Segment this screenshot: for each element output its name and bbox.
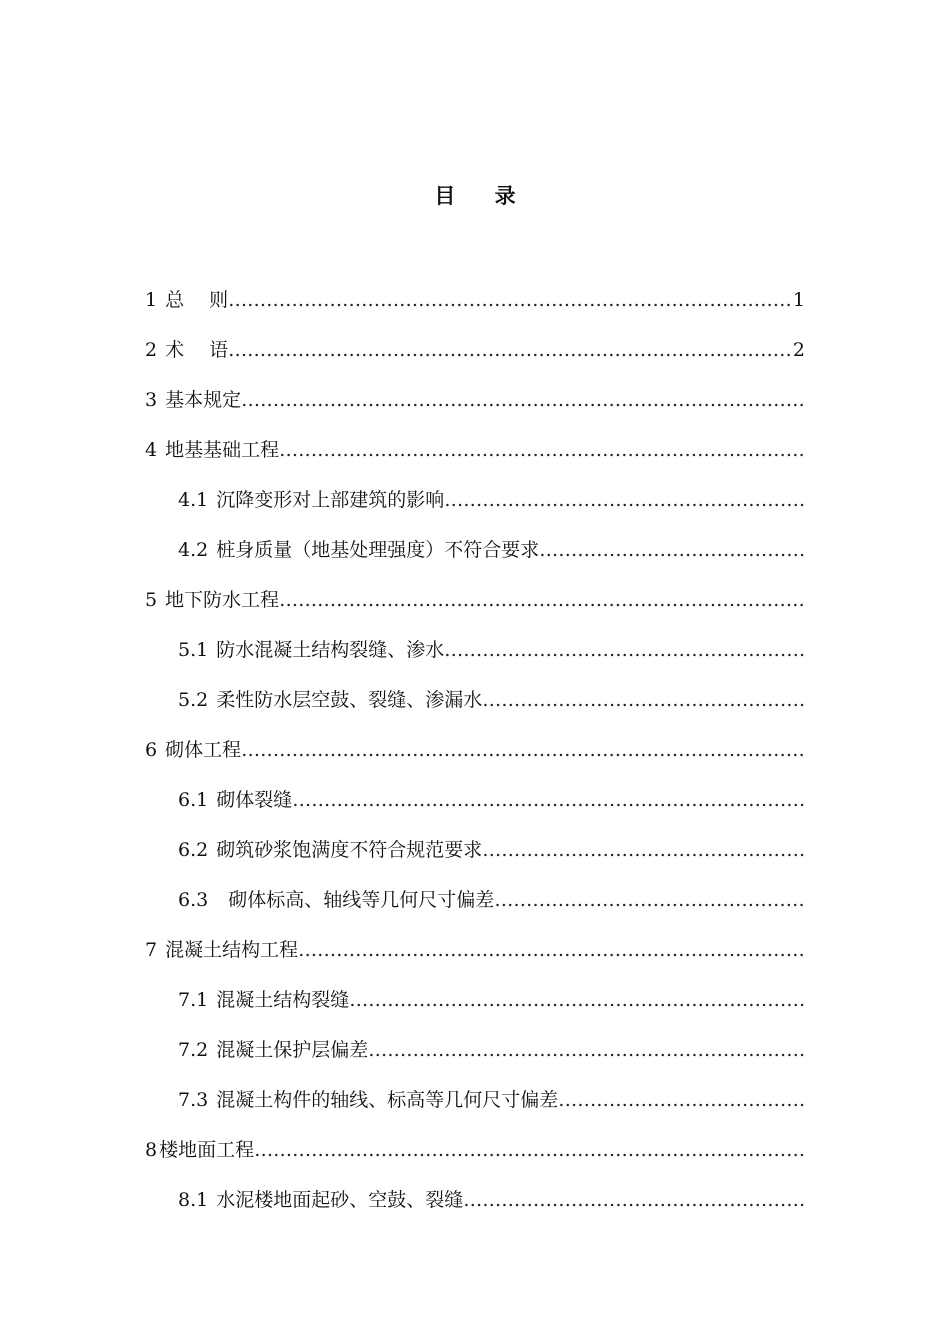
- toc-entry-text: 水泥楼地面起砂、空鼓、裂缝: [216, 1189, 464, 1211]
- toc-entry[interactable]: [145, 925, 805, 975]
- toc-entry-text: 混凝土结构工程: [165, 939, 299, 961]
- toc-entry-number: 7.3: [178, 1089, 209, 1111]
- toc-entry-number: 8.1: [178, 1189, 209, 1211]
- toc-dot-leader: [241, 725, 805, 775]
- toc-entry-number: 4.2: [178, 539, 209, 561]
- toc-entry[interactable]: [145, 425, 805, 475]
- toc-title: 目 录: [434, 183, 532, 208]
- toc-entry-number: 1: [145, 289, 158, 311]
- toc-entry[interactable]: [145, 825, 805, 875]
- toc-entry[interactable]: [145, 975, 805, 1025]
- toc-entry[interactable]: [145, 525, 805, 575]
- toc-entry[interactable]: [145, 775, 805, 825]
- toc-entry-number: 7: [145, 939, 158, 961]
- toc-dot-leader: [539, 525, 805, 575]
- toc-dot-leader: [279, 575, 805, 625]
- toc-entry-text: 地基基础工程: [165, 439, 280, 461]
- toc-entry-number: 6.1: [178, 789, 209, 811]
- toc-entry-number: 5: [145, 589, 158, 611]
- toc-dot-leader: [463, 1175, 805, 1225]
- toc-entry-number: 6.3: [178, 889, 209, 911]
- toc-entry-number: 4.1: [178, 489, 209, 511]
- toc-entry-number: 6: [145, 739, 158, 761]
- toc-dot-leader: [298, 925, 805, 975]
- toc-entry[interactable]: [145, 575, 805, 625]
- toc-entry-number: 6.2: [178, 839, 209, 861]
- toc-entry-text: 砌体工程: [165, 739, 242, 761]
- toc-entry[interactable]: [145, 725, 805, 775]
- toc-entry[interactable]: [145, 1175, 805, 1225]
- toc-entry-number: 5.1: [178, 639, 209, 661]
- toc-dot-leader: [558, 1075, 805, 1125]
- toc-entry-text: 柔性防水层空鼓、裂缝、渗漏水: [216, 689, 483, 711]
- toc-entry-text: 基本规定: [165, 389, 242, 411]
- toc-dot-leader: [482, 825, 805, 875]
- toc-entry-text: 砌体裂缝: [216, 789, 293, 811]
- toc-dot-leader: [228, 275, 793, 325]
- toc-dot-leader: [241, 375, 805, 425]
- toc-entry[interactable]: [145, 875, 805, 925]
- toc-entry-page: 2: [792, 339, 805, 361]
- toc-entry[interactable]: [145, 475, 805, 525]
- toc-entry-text: 术 语: [165, 339, 229, 361]
- toc-entry-number: 7.2: [178, 1039, 209, 1061]
- toc-entry[interactable]: [145, 275, 805, 325]
- toc-dot-leader: [292, 775, 805, 825]
- toc-dot-leader: [482, 675, 805, 725]
- toc-dot-leader: [279, 425, 805, 475]
- toc-entry-text: 楼地面工程: [159, 1139, 255, 1161]
- toc-entry[interactable]: [145, 1125, 805, 1175]
- toc-entry[interactable]: [145, 1075, 805, 1125]
- toc-entry-page: 1: [792, 289, 805, 311]
- toc-entry[interactable]: [145, 675, 805, 725]
- toc-entry-text: 混凝土构件的轴线、标高等几何尺寸偏差: [216, 1089, 559, 1111]
- toc-entry-number: 4: [145, 439, 158, 461]
- toc-entry-text: 总 则: [165, 289, 229, 311]
- toc-entry-text: 防水混凝土结构裂缝、渗水: [216, 639, 445, 661]
- toc-entry-text: 砌筑砂浆饱满度不符合规范要求: [216, 839, 483, 861]
- toc-dot-leader: [444, 625, 805, 675]
- toc-entry-text: 砌体标高、轴线等几何尺寸偏差: [216, 889, 495, 911]
- toc-dot-leader: [349, 975, 805, 1025]
- toc-dot-leader: [254, 1125, 805, 1175]
- toc-entry-text: 地下防水工程: [165, 589, 280, 611]
- toc-entry[interactable]: [145, 325, 805, 375]
- toc-entry-number: 8: [145, 1139, 158, 1161]
- toc-entry-text: 桩身质量（地基处理强度）不符合要求: [216, 539, 540, 561]
- toc-entry-text: 沉降变形对上部建筑的影响: [216, 489, 445, 511]
- toc-dot-leader: [444, 475, 805, 525]
- toc-entry-number: 3: [145, 389, 158, 411]
- toc-entry-number: 7.1: [178, 989, 209, 1011]
- toc-entry-number: 5.2: [178, 689, 209, 711]
- table-of-contents: [145, 275, 805, 1225]
- toc-entry-text: 混凝土结构裂缝: [216, 989, 350, 1011]
- toc-entry-number: 2: [145, 339, 158, 361]
- toc-entry[interactable]: [145, 625, 805, 675]
- toc-entry[interactable]: [145, 375, 805, 425]
- toc-dot-leader: [228, 325, 793, 375]
- toc-dot-leader: [368, 1025, 805, 1075]
- toc-dot-leader: [494, 875, 805, 925]
- toc-entry[interactable]: [145, 1025, 805, 1075]
- toc-entry-text: 混凝土保护层偏差: [216, 1039, 369, 1061]
